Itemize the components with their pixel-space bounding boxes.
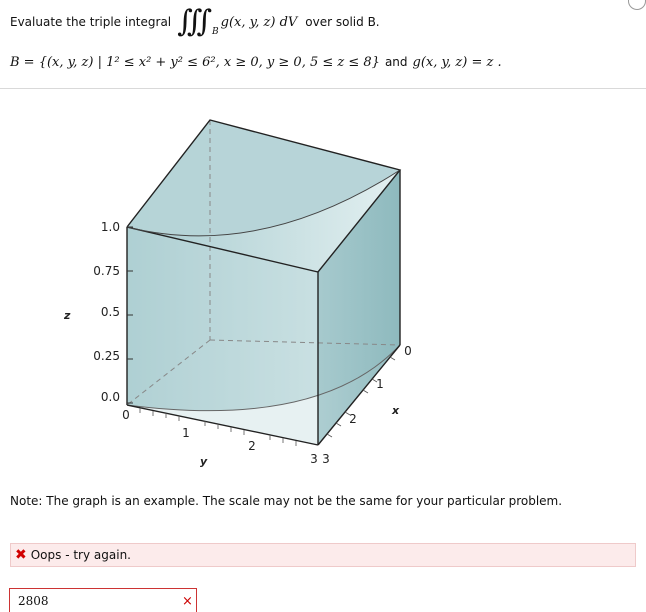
solid-region-graph	[0, 100, 646, 480]
z-tick-label: 0.0	[100, 390, 120, 404]
y-tick-label: 3	[310, 452, 318, 466]
incorrect-mark-icon: ×	[182, 594, 193, 609]
z-tick-label: 0.5	[100, 305, 120, 319]
feedback-banner	[10, 543, 636, 567]
integral-subscript: B	[212, 27, 219, 37]
y-axis-label: y	[200, 455, 208, 468]
x-tick-label: 1	[376, 377, 384, 391]
x-mark-icon: ✖	[15, 547, 27, 563]
feedback-text: Oops - try again.	[30, 548, 131, 562]
set-definition: B = {(x, y, z) | 1² ≤ x² + y² ≤ 6², x ≥ 0, y ≥ 0, 5 ≤ z ≤ 8}	[10, 54, 380, 70]
question-intro: Evaluate the triple integral	[10, 15, 172, 29]
y-tick-label: 0	[122, 408, 130, 422]
over-text: over solid B.	[305, 15, 380, 29]
z-axis-label: z	[64, 309, 71, 322]
graph-note: Note: The graph is an example. The scale may not be the same for your particular problem.	[10, 494, 563, 508]
y-tick-label: 1	[182, 426, 190, 440]
question-line-integral	[10, 4, 380, 39]
help-icon[interactable]	[628, 0, 646, 10]
integrand: g(x, y, z) dV	[220, 14, 298, 30]
z-tick-label: 1.0	[100, 220, 120, 234]
answer-input[interactable]: 2808	[9, 588, 197, 612]
x-axis-label: x	[392, 404, 400, 417]
x-tick-label: 2	[349, 412, 357, 426]
integral-symbol: ∫∫∫	[177, 4, 207, 39]
and-text: and	[384, 55, 408, 69]
divider	[0, 88, 646, 89]
function-definition: g(x, y, z) = z .	[412, 54, 502, 70]
z-tick-label: 0.25	[93, 349, 120, 363]
x-tick-label: 3	[322, 452, 330, 466]
y-tick-label: 2	[248, 439, 256, 453]
x-tick-label: 0	[404, 344, 412, 358]
question-line-definition	[10, 52, 502, 72]
z-tick-label: 0.75	[93, 264, 120, 278]
